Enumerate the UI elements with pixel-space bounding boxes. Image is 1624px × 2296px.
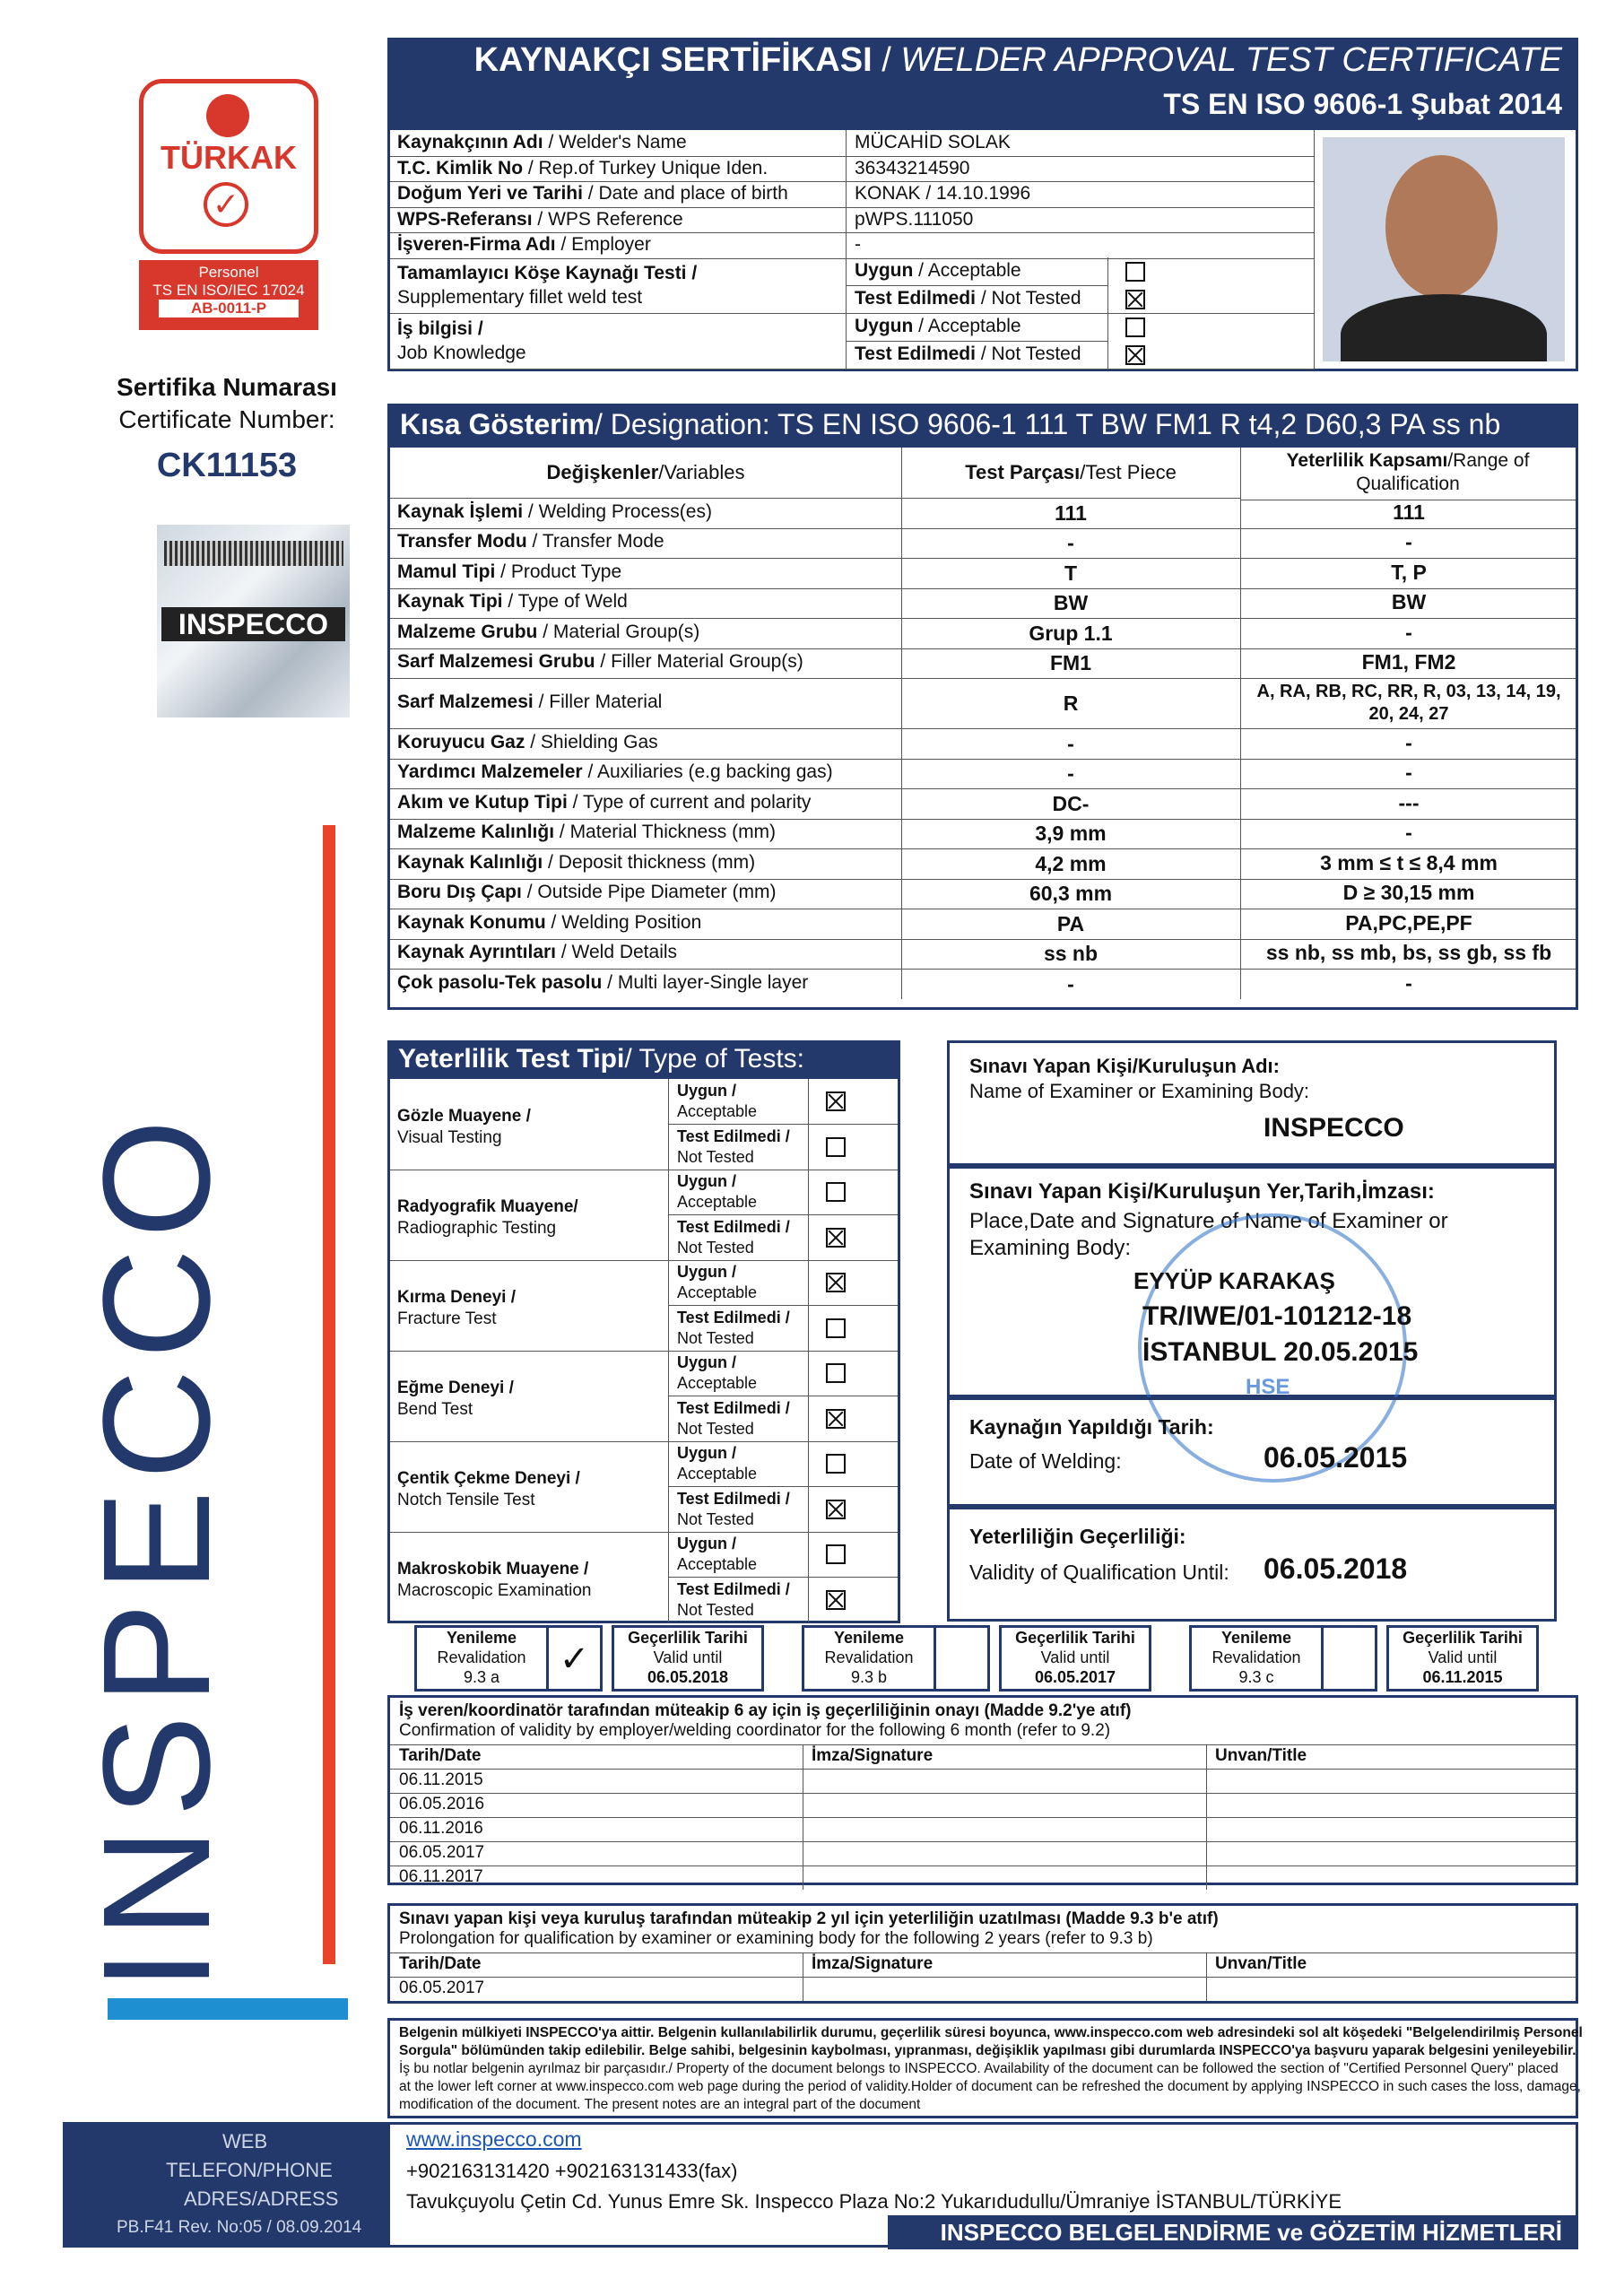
test-piece-value: T <box>1064 561 1078 585</box>
test-type-label: Çentik Çekme Deneyi / Notch Tensile Test <box>397 1469 580 1509</box>
acceptable-label: Uygun / Acceptable <box>855 316 1021 336</box>
welder-row-value: - <box>855 234 861 255</box>
brand-blue-bar <box>108 1998 348 2020</box>
acceptable-label: Uygun / Acceptable <box>855 260 1021 281</box>
variables-table: Değişkenler/Variables Test Parçası/Test Piece Yeterlilik Kapsamı/Range of Qualification Kaynak İşlemi / Welding Process(es) 111 111 Transfer Modu / Transfer Mode - - Mamul Tipi / Product Type T T, P Kaynak Tipi / Type of Weld BW BW Malzeme Grubu / Material Group(s) Grup 1.1 - Sarf Malzemesi Grubu / Filler Material Group(s) FM1 FM1, FM2 Sarf Malzemesi / Filler Material R A, RA, RB, RC, RR, R, 03, 13, 14, 19, 20, 24, 27 Koruyucu Gaz / Shielding Gas - - Yardımcı Malzemeler / Auxiliaries (e.g backing gas) - - Akım ve Kutup Tipi / Type of current and polarity DC- --- Malzeme Kalınlığı / Material Thickness (mm) 3,9 mm - Kaynak Kalınlığı / Deposit thickness (mm) 4,2 mm 3 mm ≤ t ≤ 8,4 mm Boru Dış Çapı / Outside Pipe Diameter (mm) 60,3 mm D ≥ 30,15 mm Kaynak Konumu / Welding Position PA PA,PC,PE,PF Kaynak Ayrıntıları / Weld Details ss nb ss nb, ss mb, bs, ss gb, ss fb Çok pasolu-Tek pasolu / Multi layer-Single layer - - <box>387 445 1578 1010</box>
welder-row-label: Kaynakçının Adı / Welder's Name <box>397 132 687 152</box>
range-value: 3 mm ≤ t ≤ 8,4 mm <box>1320 850 1498 874</box>
turkak-name: TÜRKAK <box>161 139 297 176</box>
variable-label: Kaynak Ayrıntıları / Weld Details <box>397 942 678 963</box>
not-tested-label: Test Edilmedi / Not Tested <box>677 1579 790 1619</box>
turkak-logo <box>139 79 318 254</box>
welder-row-label: Doğum Yeri ve Tarihi / Date and place of birth <box>397 183 788 204</box>
signature-table-header: Unvan/Title <box>1215 1746 1307 1765</box>
range-value: 111 <box>1393 500 1425 524</box>
variable-label: Sarf Malzemesi / Filler Material <box>397 691 663 712</box>
checkbox-icon <box>1125 317 1145 337</box>
tests-table <box>387 1076 900 1623</box>
range-value: - <box>1405 620 1412 644</box>
welder-row-value: 36343214590 <box>855 157 970 178</box>
acceptable-label: Uygun / Acceptable <box>677 1172 758 1211</box>
variable-label: Kaynak Konumu / Welding Position <box>397 911 702 933</box>
turkak-personel: Personel <box>198 264 259 281</box>
valid-until-cell: Geçerlilik Tarihi Valid until 06.11.2015 <box>1386 1625 1539 1692</box>
valid-until-cell: Geçerlilik Tarihi Valid until 06.05.2017 <box>999 1625 1151 1692</box>
signature-table-header: İmza/Signature <box>812 1746 934 1765</box>
not-tested-label: Test Edilmedi / Not Tested <box>677 1308 790 1347</box>
checkbox-icon <box>826 1363 846 1383</box>
turkak-code: AB-0011-P <box>159 300 299 317</box>
range-value: D ≥ 30,15 mm <box>1342 881 1475 905</box>
phone: +902163131420 +902163131433(fax) <box>406 2160 738 2182</box>
signature-table-header: İmza/Signature <box>812 1954 934 1973</box>
designation-label: Kısa Gösterim <box>400 408 595 440</box>
variable-label: Koruyucu Gaz / Shielding Gas <box>397 731 658 752</box>
not-tested-label: Test Edilmedi / Not Tested <box>855 288 1081 309</box>
welder-row-label: İşveren-Firma Adı / Employer <box>397 234 651 255</box>
checkbox-icon <box>1125 290 1145 309</box>
variable-label: Çok pasolu-Tek pasolu / Multi layer-Single layer <box>397 971 809 993</box>
test-type-label: Kırma Deneyi / Fracture Test <box>397 1288 516 1328</box>
welder-row-label: T.C. Kimlik No / Rep.of Turkey Unique Iden. <box>397 157 769 178</box>
test-piece-value: Grup 1.1 <box>1029 621 1113 645</box>
test-piece-value: - <box>1067 731 1074 755</box>
acceptable-label: Uygun / Acceptable <box>677 1082 758 1120</box>
variable-label: Kaynak Tipi / Type of Weld <box>397 591 628 613</box>
variable-label: Kaynak İşlemi / Welding Process(es) <box>397 500 712 522</box>
range-value: BW <box>1391 590 1427 614</box>
hologram-text: INSPECCO <box>161 607 345 641</box>
test-piece-value: 3,9 mm <box>1035 822 1107 846</box>
variable-label: Malzeme Kalınlığı / Material Thickness (mm) <box>397 822 777 843</box>
web-link[interactable]: www.inspecco.com <box>406 2127 582 2151</box>
examiner-name: INSPECCO <box>1264 1113 1404 1143</box>
variable-label: Sarf Malzemesi Grubu / Filler Material Group(s) <box>397 651 803 673</box>
variable-label: Mamul Tipi / Product Type <box>397 561 622 582</box>
checkbox-icon <box>1125 262 1145 282</box>
designation-value: / Designation: TS EN ISO 9606-1 111 T BW FM1 R t4,2 D60,3 PA ss nb <box>594 408 1501 440</box>
form-number: PB.F41 Rev. No:05 / 08.09.2014 <box>117 2218 362 2237</box>
check-icon: ✓ <box>204 182 248 227</box>
side-brand: INSPECCO <box>72 1109 242 1991</box>
revalidation-check-icon: ✓ <box>549 1625 603 1692</box>
address: Tavukçuyolu Çetin Cd. Yunus Emre Sk. Inspecco Plaza No:2 Yukarıdudullu/Ümraniye İSTANBUL/TÜRKİYE <box>406 2190 1342 2213</box>
revalidation-cell: Yenileme Revalidation 9.3 c <box>1189 1625 1324 1692</box>
signature-date: 06.11.2017 <box>399 1867 483 1886</box>
validity-date: 06.05.2018 <box>1264 1552 1408 1585</box>
place-signature-box: Sınavı Yapan Kişi/Kuruluşun Yer,Tarih,İmzası: Place,Date and Signature of Name of Examiner or Examining Body: HSE EYYÜP KARAKAŞ TR/IWE/01-101212-18 İSTANBUL 20.05.2015 <box>947 1166 1557 1397</box>
checkbox-icon <box>826 1137 846 1157</box>
checkbox-icon <box>826 1544 846 1564</box>
checkbox-icon <box>826 1500 846 1519</box>
cert-label-en: Certificate Number: <box>118 405 335 433</box>
welder-photo-icon <box>1385 155 1498 299</box>
revalidation-check-icon <box>936 1625 990 1692</box>
stamp-label: HSE <box>1246 1375 1290 1399</box>
signature-date: 06.05.2016 <box>399 1795 485 1813</box>
variable-label: Boru Dış Çapı / Outside Pipe Diameter (mm) <box>397 882 777 903</box>
test-piece-value: - <box>1067 761 1074 786</box>
web-label: WEB <box>222 2130 268 2152</box>
checkbox-icon <box>826 1454 846 1474</box>
revalidation-cell: Yenileme Revalidation 9.3 b <box>802 1625 936 1692</box>
hologram <box>157 525 350 718</box>
acceptable-label: Uygun / Acceptable <box>677 1263 758 1301</box>
title-tr: KAYNAKÇI SERTİFİKASI <box>473 41 873 79</box>
revalidation-check-icon <box>1324 1625 1377 1692</box>
acceptable-label: Uygun / Acceptable <box>677 1353 758 1392</box>
range-value: A, RA, RB, RC, RR, R, 03, 13, 14, 19, 20, 24, 27 <box>1256 682 1561 724</box>
valid-until-cell: Geçerlilik Tarihi Valid until 06.05.2018 <box>612 1625 764 1692</box>
notes-box: Belgenin mülkiyeti INSPECCO'ya aittir. Belgenin kullanılabilirlik durumu, geçerlilik süresi boyunca, www.inspecco.com web adresindeki sol alt köşedeki "Belgelendirilmiş Personel Sorgula" bölümünden takip edilebilir. Belge sahibi, belgesinin kaybolması, yıpranması, değişiklik yapılması gibi durumlarda INSPECCO'ya başvuru yaparak belgesini yenileyebilir. İş bu notlar belgenin ayrılmaz bir parçasıdır./ Property of the document belongs to INSPECCO. Availability of the document can be followed the section of "Certified Personnel Query" placed at the lower left corner at www.inspecco.com web page during the period of validity.Holder of document can be refreshed the document by applying INSPECCO in such cases the loss, damage, modification of the document. The present notes are an integral part of the document <box>387 2018 1578 2118</box>
welder-fillet-label: Tamamlayıcı Köşe Kaynağı Testi / Supplementary fillet weld test <box>397 263 698 308</box>
prolongation-box: Sınavı yapan kişi veya kuruluş tarafından müteakip 2 yıl için yeterliliğin uzatılması (Madde 9.3 b'e atıf) Prolongation for qualification by examiner or examining body for the following 2 years (refer to 9.3 b) Tarih/Date İmza/Signature Unvan/Title 06.05.2017 <box>387 1903 1578 2004</box>
signature-date: 06.05.2017 <box>399 1843 485 1862</box>
welder-row-label: WPS-Referansı / WPS Reference <box>397 208 683 230</box>
test-type-label: Radyografik Muayene/ Radiographic Testing <box>397 1197 578 1238</box>
test-piece-value: - <box>1067 531 1074 555</box>
test-type-label: Makroskobik Muayene / Macroscopic Examination <box>397 1560 592 1600</box>
checkbox-icon <box>826 1091 846 1111</box>
variable-label: Akım ve Kutup Tipi / Type of current and polarity <box>397 791 812 813</box>
standard: TS EN ISO 9606-1 Şubat 2014 <box>1163 88 1562 120</box>
welder-knowledge-label: İş bilgisi / Job Knowledge <box>397 318 526 363</box>
turkak-emblem-icon <box>206 94 249 137</box>
checkbox-icon <box>826 1409 846 1429</box>
header-bar: KAYNAKÇI SERTİFİKASI / WELDER APPROVAL TEST CERTIFICATE TS EN ISO 9606-1 Şubat 2014 <box>387 38 1578 127</box>
test-type-label: Eğme Deneyi / Bend Test <box>397 1378 514 1419</box>
test-piece-value: DC- <box>1052 791 1090 815</box>
test-piece-value: - <box>1067 971 1074 996</box>
range-value: - <box>1405 730 1412 754</box>
test-piece-value: FM1 <box>1050 651 1091 675</box>
welder-info <box>387 127 1578 371</box>
not-tested-label: Test Edilmedi / Not Tested <box>677 1398 790 1438</box>
welder-row-value: KONAK / 14.10.1996 <box>855 183 1031 204</box>
revalidation-cell: Yenileme Revalidation 9.3 a <box>414 1625 549 1692</box>
brand-red-bar <box>323 825 335 1964</box>
tests-title-bar: Yeterlilik Test Tipi/ Type of Tests: <box>387 1040 900 1078</box>
phone-label: TELEFON/PHONE <box>166 2159 333 2181</box>
signature-date: 06.11.2015 <box>399 1770 483 1789</box>
checkbox-icon <box>1125 345 1145 365</box>
cert-number: CK11153 <box>156 447 298 484</box>
checkbox-icon <box>826 1318 846 1338</box>
test-piece-value: ss nb <box>1043 942 1099 966</box>
variable-label: Yardımcı Malzemeler / Auxiliaries (e.g backing gas) <box>397 761 833 783</box>
examiner-box: Sınavı Yapan Kişi/Kuruluşun Adı: Name of Examiner or Examining Body: INSPECCO <box>947 1040 1557 1166</box>
range-value: PA,PC,PE,PF <box>1345 910 1472 935</box>
range-value: T, P <box>1391 560 1427 584</box>
range-value: --- <box>1398 790 1420 814</box>
range-value: - <box>1405 821 1412 845</box>
test-piece-value: 4,2 mm <box>1035 851 1107 875</box>
not-tested-label: Test Edilmedi / Not Tested <box>677 1126 790 1166</box>
not-tested-label: Test Edilmedi / Not Tested <box>855 344 1081 364</box>
checkbox-icon <box>826 1590 846 1610</box>
checkbox-icon <box>826 1182 846 1202</box>
address-label: ADRES/ADRESS <box>184 2187 339 2210</box>
acceptable-label: Uygun / Acceptable <box>677 1444 758 1483</box>
title-en: WELDER APPROVAL TEST CERTIFICATE <box>900 41 1562 79</box>
welding-date-box: Kaynağın Yapıldığı Tarih: Date of Welding: 06.05.2015 <box>947 1397 1557 1507</box>
signature-table-header: Unvan/Title <box>1215 1954 1307 1973</box>
acceptable-label: Uygun / Acceptable <box>677 1535 758 1573</box>
welder-row-value: MÜCAHİD SOLAK <box>855 132 1011 152</box>
test-piece-value: PA <box>1056 911 1085 935</box>
variable-label: Transfer Modu / Transfer Mode <box>397 531 664 552</box>
variable-label: Malzeme Grubu / Material Group(s) <box>397 621 700 642</box>
range-value: - <box>1405 970 1412 995</box>
range-value: - <box>1405 530 1412 554</box>
range-value: FM1, FM2 <box>1361 650 1456 674</box>
test-piece-value: 111 <box>1055 500 1087 525</box>
variable-label: Kaynak Kalınlığı / Deposit thickness (mm) <box>397 851 756 873</box>
photo-frame <box>1323 137 1565 361</box>
checkbox-icon <box>826 1273 846 1292</box>
test-piece-value: BW <box>1053 591 1089 615</box>
not-tested-label: Test Edilmedi / Not Tested <box>677 1217 790 1257</box>
turkak-iso: TS EN ISO/IEC 17024 <box>152 282 305 299</box>
test-piece-value: 60,3 mm <box>1029 882 1113 906</box>
cert-label-tr: Sertifika Numarası <box>117 373 337 401</box>
signature-table-header: Tarih/Date <box>399 1746 482 1765</box>
signature-table-header: Tarih/Date <box>399 1954 482 1973</box>
accreditation-badge <box>139 260 318 330</box>
contact-label-panel <box>63 2122 387 2248</box>
not-tested-label: Test Edilmedi / Not Tested <box>677 1489 790 1528</box>
confirmation-box: İş veren/koordinatör tarafından müteakip 6 ay için iş geçerliliğinin onayı (Madde 9.2'ye atıf) Confirmation of validity by employer/welding coordinator for the following 6 month (refer to 9.2) Tarih/Date İmza/Signature Unvan/Title 06.11.2015 06.05.2016 06.11.2016 06.05.2017 06.11.2017 <box>387 1695 1578 1885</box>
company-bar: INSPECCO BELGELENDİRME ve GÖZETİM HİZMETLERİ LTD. ŞTİ. <box>888 2215 1578 2249</box>
welding-date: 06.05.2015 <box>1264 1441 1408 1474</box>
test-type-label: Gözle Muayene / Visual Testing <box>397 1107 531 1147</box>
signature-date: 06.05.2017 <box>399 1979 485 1997</box>
designation-bar <box>387 404 1578 445</box>
welder-row-value: pWPS.111050 <box>855 208 974 230</box>
range-value: - <box>1405 761 1412 785</box>
validity-box: Yeterliliğin Geçerliliği: Validity of Qualification Until: 06.05.2018 <box>947 1507 1557 1622</box>
range-value: ss nb, ss mb, bs, ss gb, ss fb <box>1265 941 1552 965</box>
signature-date: 06.11.2016 <box>399 1819 483 1838</box>
test-piece-value: R <box>1063 691 1079 715</box>
checkbox-icon <box>826 1228 846 1248</box>
